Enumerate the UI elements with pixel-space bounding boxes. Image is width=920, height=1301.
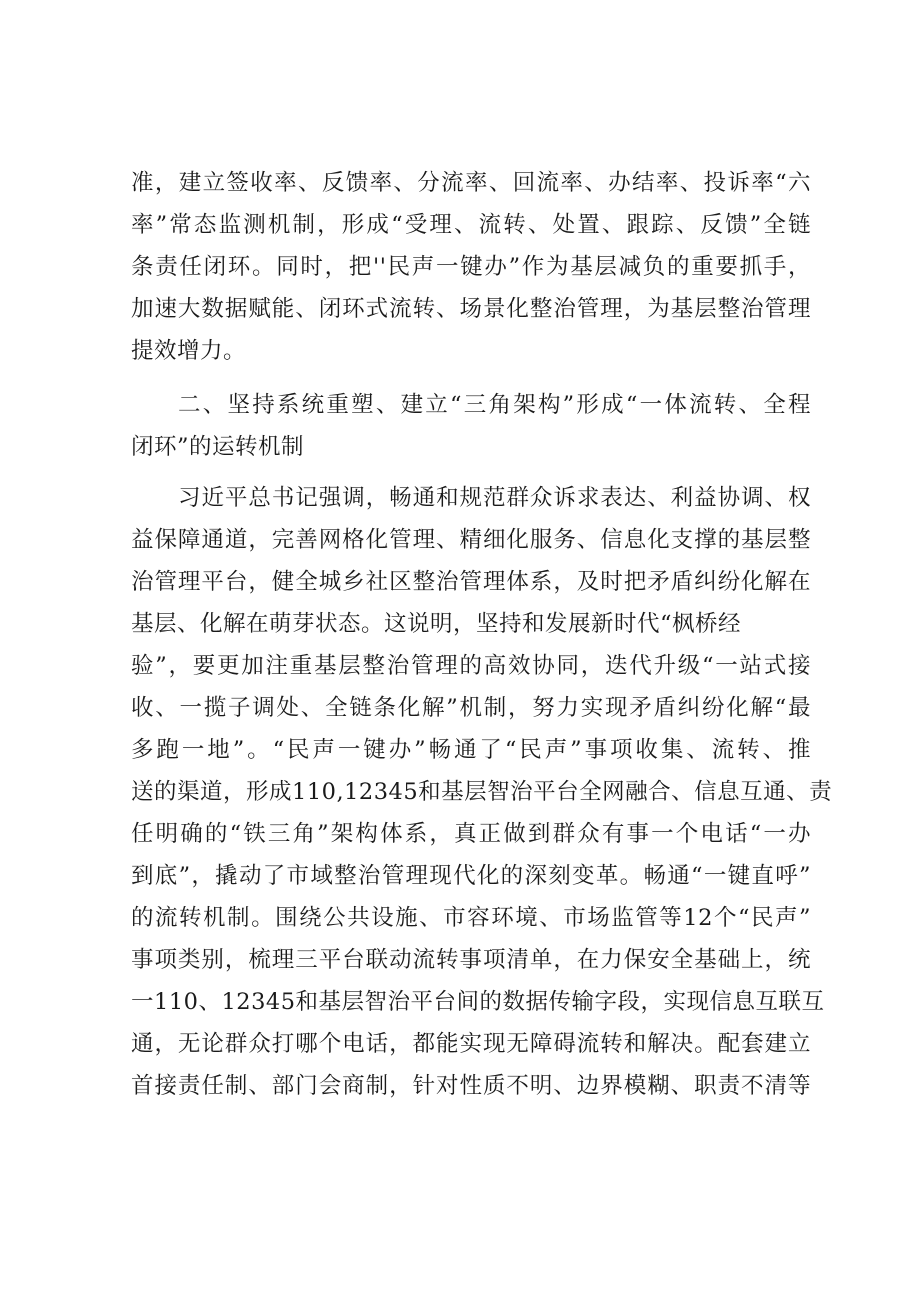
body-text-line: 任明确的“铁三角”架构体系，真正做到群众有事一个电话“一办 xyxy=(131,821,811,847)
body-text-line: 一110、12345和基层智治平台间的数据传输字段，实现信息互联互 xyxy=(131,989,825,1015)
body-text-line: 事项类别，梳理三平台联动流转事项清单，在力保安全基础上，统 xyxy=(131,947,811,973)
body-text-line: 通，无论群众打哪个电话，都能实现无障碍流转和解决。配套建立 xyxy=(131,1031,811,1057)
body-text-line: 基层、化解在萌芽状态。这说明，坚持和发展新时代“枫桥经 xyxy=(131,611,742,637)
body-text-line: 准，建立签收率、反馈率、分流率、回流率、办结率、投诉率“六 xyxy=(131,170,811,196)
body-text-line: 治管理平台，健全城乡社区整治管理体系，及时把矛盾纠纷化解在 xyxy=(131,569,811,595)
section-heading: 二、坚持系统重塑、建立“三角架构”形成“一体流转、全程 xyxy=(178,392,811,418)
body-text-line: 送的渠道，形成110,12345和基层智治平台全网融合、信息互通、责 xyxy=(131,779,833,805)
body-text-line: 到底”，撬动了市域整治管理现代化的深刻变革。畅通“一键直呼” xyxy=(131,863,811,889)
body-text-line: 提效增力。 xyxy=(131,338,247,364)
body-text-line: 率”常态监测机制，形成“受理、流转、处置、跟踪、反馈”全链 xyxy=(131,212,811,238)
body-text-line: 益保障通道，完善网格化管理、精细化服务、信息化支撑的基层整 xyxy=(131,527,811,553)
body-text-line: 验”，要更加注重基层整治管理的高效协同，迭代升级“一站式接 xyxy=(131,653,811,679)
body-text-line: 的流转机制。围绕公共设施、市容环境、市场监管等12个“民声” xyxy=(131,905,811,931)
body-text-line: 收、一揽子调处、全链条化解”机制，努力实现矛盾纠纷化解“最 xyxy=(131,695,811,721)
body-text-line: 习近平总书记强调，畅通和规范群众诉求表达、利益协调、权 xyxy=(178,485,811,511)
body-text-line: 条责任闭环。同时，把''民声一键办”作为基层减负的重要抓手， xyxy=(131,254,811,280)
body-text-line: 首接责任制、部门会商制，针对性质不明、边界模糊、职责不清等 xyxy=(131,1073,811,1099)
body-text-line: 加速大数据赋能、闭环式流转、场景化整治管理，为基层整治管理 xyxy=(131,296,811,322)
section-heading-continuation: 闭环”的运转机制 xyxy=(131,434,305,460)
body-text-line: 多跑一地”。“民声一键办”畅通了“民声”事项收集、流转、推 xyxy=(131,737,811,763)
